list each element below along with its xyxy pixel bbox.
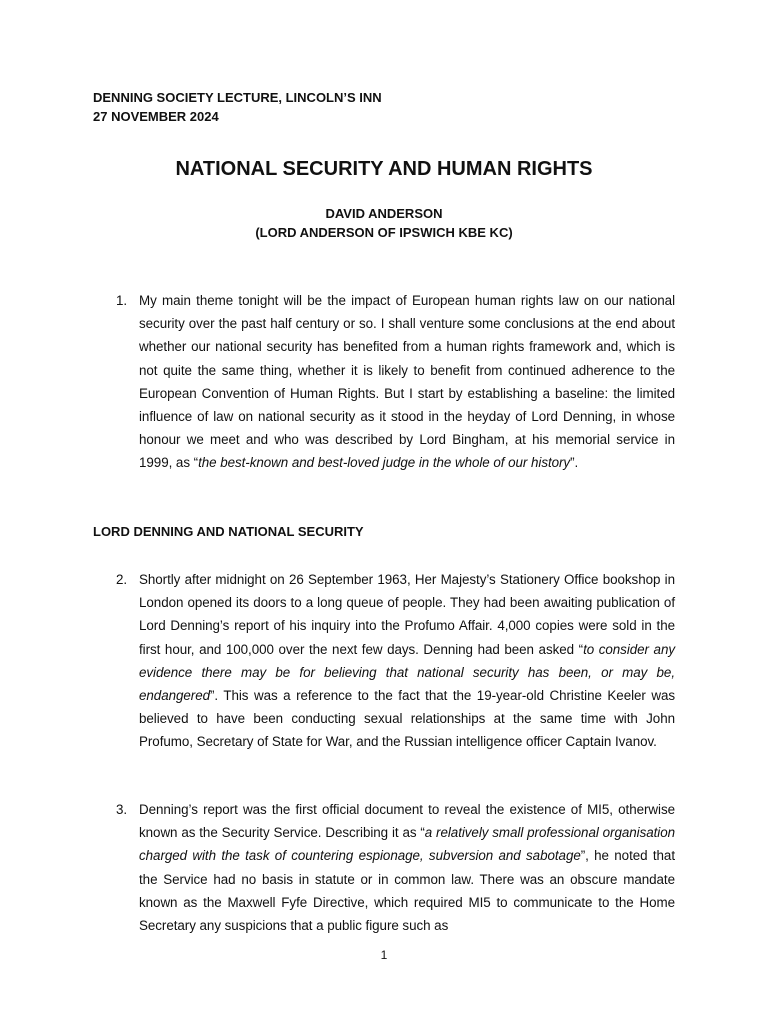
paragraph-text-end: ”. (570, 455, 579, 471)
paragraph-text-end: ”, he noted that the Service had no basis in statute or in common law. There was an obscure mandate known as the Maxwell Fyfe Directive, which required MI5 to communicate to the Home Secretary any suspicions that a public figure such as (139, 848, 675, 934)
paragraph-1 (116, 289, 675, 475)
paragraph-quote: a relatively small professional organisation charged with the task of countering espionage, subversion and sabotage (139, 825, 676, 864)
paragraph-text: My main theme tonight will be the impact of European human rights law on our national security over the past half century or so. I shall venture some conclusions at the end about whether our national security has benefited from a human rights framework and, which is not quite the same thing, whether it is likely to benefit from continued adherence to the European Convention of Human Rights. But I start by establishing a baseline: the limited influence of law on national security as it stood in the heyday of Lord Denning, in whose honour we meet and who was described by Lord Bingham, at his memorial service in 1999, as “ (139, 293, 675, 471)
paragraph-quote: to consider any evidence there may be for believing that national security has been, or may be, endangered (139, 641, 675, 704)
section-heading: LORD DENNING AND NATIONAL SECURITY (93, 524, 364, 539)
lecture-venue: DENNING SOCIETY LECTURE, LINCOLN’S INN (93, 90, 382, 105)
paragraph-quote: the best-known and best-loved judge in the whole of our history (198, 455, 571, 471)
paragraph-number: 2. (116, 572, 128, 587)
document-title: NATIONAL SECURITY AND HUMAN RIGHTS (175, 158, 593, 180)
paragraph-text: Denning’s report was the first official document to reveal the existence of MI5, otherwise known as the Security Service. Describing it as “ (139, 802, 675, 841)
author-block (0, 204, 768, 242)
author-name: DAVID ANDERSON (325, 206, 443, 221)
paragraph-2 (116, 568, 675, 754)
paragraph-text-end: ”. This was a reference to the fact that the 19-year-old Christine Keeler was believed to have been conducting sexual relationships at the same time with John Profumo, Secretary of State for War, and the Russian intelligence officer Captain Ivanov. (139, 688, 675, 750)
paragraph-number: 3. (116, 802, 128, 817)
paragraph-number: 1. (116, 293, 128, 308)
paragraph-text: Shortly after midnight on 26 September 1963, Her Majesty’s Stationery Office bookshop in London opened its doors to a long queue of people. They had been awaiting publication of Lord Denning’s report of his inquiry into the Profumo Affair. 4,000 copies were sold in the first hour, and 100,000 over the next few days. Denning had been asked “ (139, 572, 675, 657)
lecture-header (93, 88, 382, 126)
author-title: (LORD ANDERSON OF IPSWICH KBE KC) (255, 225, 513, 240)
paragraph-3 (116, 798, 676, 937)
page-number: 1 (380, 948, 388, 962)
lecture-date: 27 NOVEMBER 2024 (93, 109, 219, 124)
